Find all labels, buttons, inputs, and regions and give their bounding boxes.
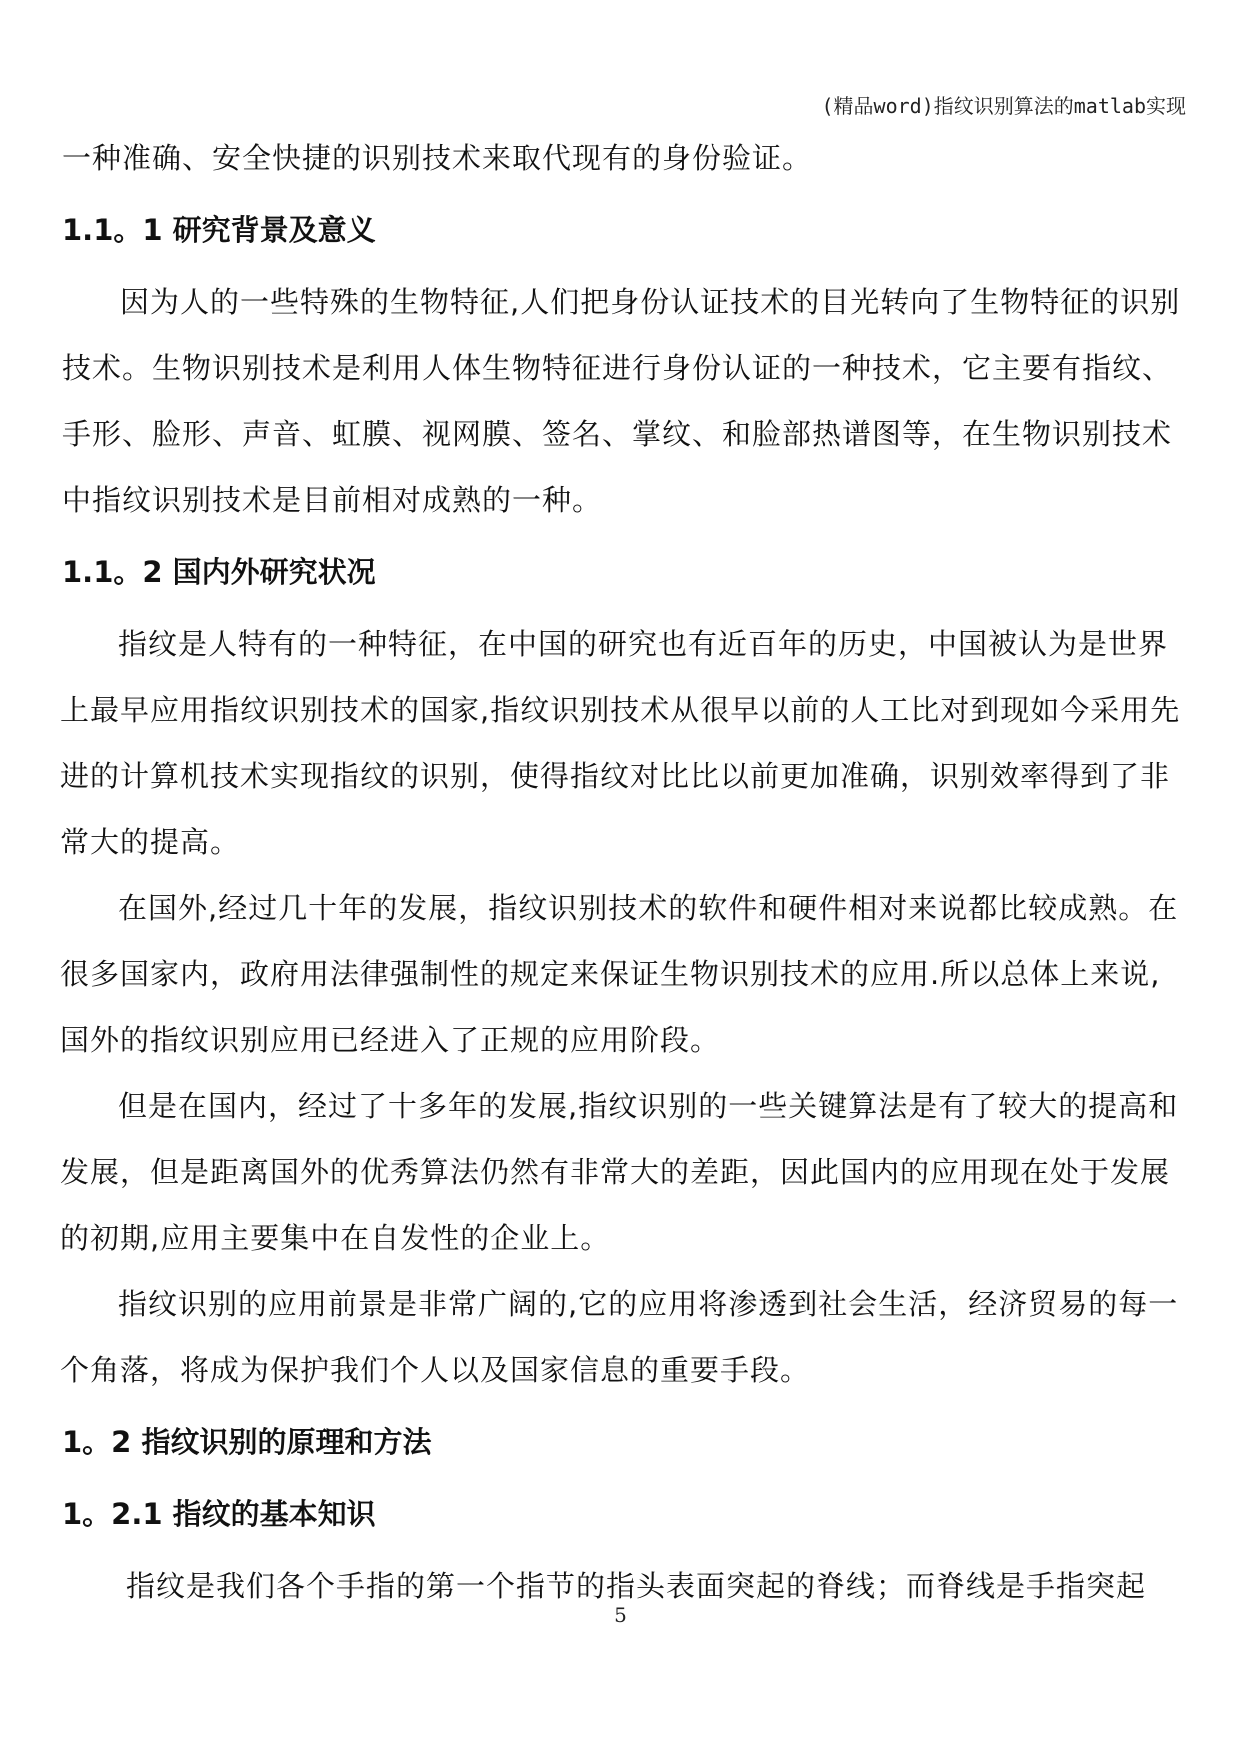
paragraph-background: 因为人的一些特殊的生物特征,人们把身份认证技术的目光转向了生物特征的识别技术。生物识别技术是利用人体生物特征进行身份认证的一种技术，它主要有指纹、手形、脸形、声音、虹膜、视网膜、签名、掌纹、和脸部热谱图等，在生物识别技术中指纹识别技术是目前相对成熟的一种。 bbox=[62, 285, 1181, 517]
running-header: (精品word)指纹识别算法的matlab实现 bbox=[821, 94, 1186, 118]
section-heading-1-1-1: 1.1。1 研究背景及意义 bbox=[62, 213, 376, 247]
section-heading-1-2: 1。2 指纹识别的原理和方法 bbox=[62, 1425, 432, 1459]
paragraph-fingerprint-basics: 指纹是我们各个手指的第一个指节的指头表面突起的脊线；而脊线是手指突起 bbox=[126, 1569, 1147, 1603]
paragraph-history: 指纹是人特有的一种特征，在中国的研究也有近百年的历史，中国被认为是世界上最早应用指纹识别技术的国家,指纹识别技术从很早以前的人工比对到现如今采用先进的计算机技术实现指纹的识别，使得指纹对比比以前更加准确，识别效率得到了非常大的提高。 bbox=[60, 627, 1181, 859]
section-heading-1-2-1: 1。2.1 指纹的基本知识 bbox=[62, 1497, 376, 1531]
document-body bbox=[60, 125, 1190, 1619]
section-heading-1-1-2: 1.1。2 国内外研究状况 bbox=[62, 555, 376, 589]
paragraph-abroad: 在国外,经过几十年的发展，指纹识别技术的软件和硬件相对来说都比较成熟。在很多国家内，政府用法律强制性的规定来保证生物识别技术的应用.所以总体上来说,国外的指纹识别应用已经进入了正规的应用阶段。 bbox=[60, 891, 1179, 1057]
paragraph-continuation: 一种准确、安全快捷的识别技术来取代现有的身份验证。 bbox=[62, 141, 813, 175]
paragraph-prospects: 指纹识别的应用前景是非常广阔的,它的应用将渗透到社会生活，经济贸易的每一个角落，将成为保护我们个人以及国家信息的重要手段。 bbox=[60, 1287, 1179, 1387]
page-number: 5 bbox=[614, 1603, 627, 1627]
paragraph-domestic: 但是在国内，经过了十多年的发展,指纹识别的一些关键算法是有了较大的提高和发展，但是距离国外的优秀算法仍然有非常大的差距，因此国内的应用现在处于发展的初期,应用主要集中在自发性的企业上。 bbox=[60, 1089, 1179, 1255]
